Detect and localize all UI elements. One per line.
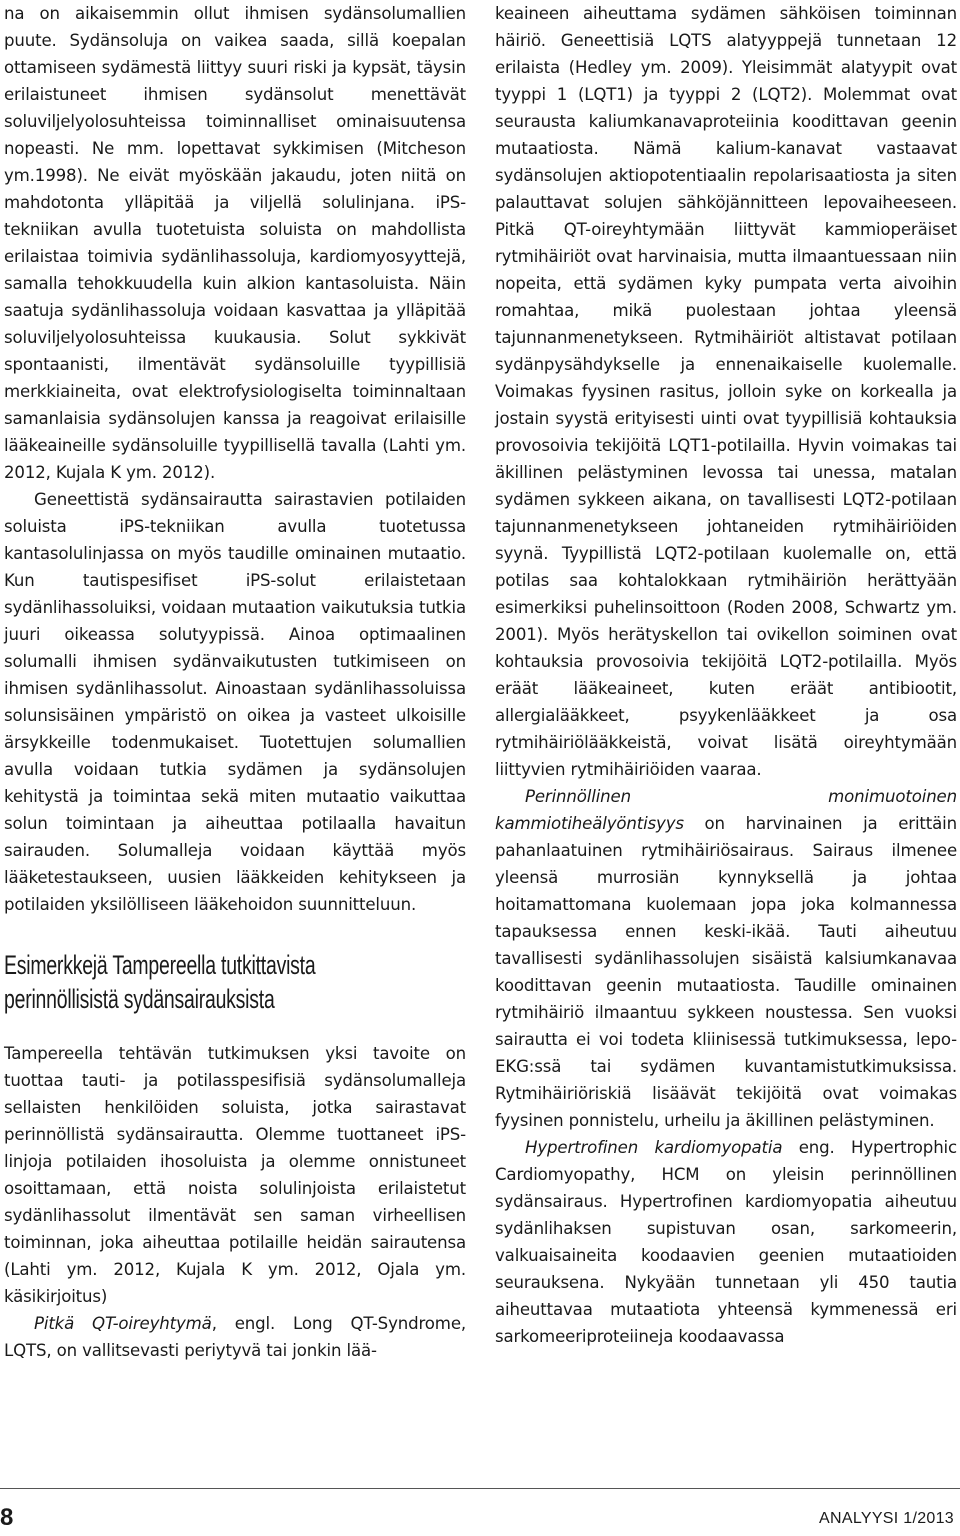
paragraph: Geneettistä sydänsairautta sairastavien potilaiden soluista iPS-tekniikan avulla tuotetussa kantasolulinjassa on myös taudille ominainen mutaatio. Kun tautispesifiset iPS-solut erilaistetaan sydänlihassoluiksi, voidaan mutaation vaikutuksia tutkia juuri oikeassa solutyypissä. Ainoa optimaalinen solumalli ihmisen sydänvaikutusten tutkimiseen on ihmisen sydänlihassolut. Ainoastaan sydänlihassoluissa solunsisäinen ympäristö on oikea ja vasteet ulkoisille ärsykkeille todenmukaiset. Tuotettujen solumallien avulla voidaan tutkia sydämen ja sydänsolujen kehitystä ja toimintaa sekä miten mutaatio vaikuttaa solun toimintaan ja aiheuttaa potilaalla havaitun sairauden. Solumalleja voidaan käyttää myös lääketestaukseen, uusien lääkkeiden kehitykseen ja potilaiden yksilölliseen lääkehoidon suunnitteluun. xyxy=(4,490,466,914)
footer-divider xyxy=(0,1488,960,1489)
term-italic: Pitkä QT-oireyhtymä xyxy=(34,1314,212,1333)
paragraph: keaineen aiheuttama sydämen sähköisen toiminnan häiriö. Geneettisiä LQTS alatyyppejä tunnetaan 12 erilaista (Hedley ym. 2009). Yleisimmät alatyypit ovat tyyppi 1 (LQT1) ja tyyppi 2 (LQT2). Molemmat ovat seurausta kaliumkanavaproteiinia koodittavan geenin mutaatiosta. Nämä kalium-kanavat vastaavat sydänsolujen aktiopotentiaalin repolarisaatiosta ja siten palauttavat solujen sähköjännitteen lepovaiheeseen. Pitkä QT-oireyhtymään liittyvät kammioperäiset rytmihäiriöt ovat harvinaisia, mutta ilmaantuessaan niin nopeita, että sydämen kyky pumpata verta aivoihin romahtaa, mikä puolestaan johtaa yleensä tajunnanmenetykseen. Rytmihäiriöt altistavat potilaan sydänpysähdykselle ja ennenaikaiselle kuolemalle. Voimakas fyysinen rasitus, jolloin syke on korkealla ja jostain syystä erityisesti uinti ovat tyypillisiä kohtauksia provosoivia tekijöitä LQT1-potilailla. Hyvin voimakas tai äkillinen pelästyminen levossa tai unessa, matalan sydämen sykkeen aikana, on tavallisesti LQT2-potilaan tajunnanmenetykseen johtaneiden rytmihäiriöiden syynä. Tyypillistä LQT2-potilaan kuolemalle on, että potilas saa kohtalokkaan rytmihäiriön herättyään esimerkiksi puhelinsoittoon (Roden 2008, Schwartz ym. 2001). Myös herätyskellon tai ovikellon soiminen ovat kohtauksia provosoivia tekijöitä LQT2-potilailla. Myös eräät lääkeaineet, kuten eräät antibiootit, allergialääkkeet, psyykenlääkkeet ja osa rytmihäiriölääkkeistä, voivat lisätä oireyhtymään liittyvien rytmihäiriöiden vaaraa. xyxy=(495,4,957,779)
left-column xyxy=(4,0,466,1364)
section-heading-line: Esimerkkejä Tampereella tutkittavista xyxy=(4,950,316,980)
right-column xyxy=(495,0,957,1350)
term-italic: Perinnöllinen monimuotoinen kammiotiheälyöntisyys xyxy=(495,787,957,833)
paragraph xyxy=(495,783,957,1134)
paragraph-text: , engl. Long QT-Syndrome, LQTS, on vallitsevasti periytyvä tai jonkin lää- xyxy=(4,1314,466,1360)
publication-issue: ANALYYSI 1/2013 xyxy=(819,1510,954,1527)
paragraph: na on aikaisemmin ollut ihmisen sydänsolumallien puute. Sydänsoluja on vaikea saada, sillä koepalan ottamiseen sydämestä liittyy suuri riski ja kypsät, täysin erilaistuneet ihmisen sydänsolut menettävät soluviljelyolosuhteissa toiminnalliset ominaisuutensa nopeasti. Ne mm. lopettavat sykkimisen (Mitcheson ym.1998). Ne eivät myöskään jakaudu, joten niitä on mahdotonta ylläpitää ja viljellä solulinjana. iPS- tekniikan avulla tuotetuista soluista on mahdollista erilaistaa toimivia sydänlihassoluja, kardiomyosyyttejä, samalla tehokkuudella kuin alkion kantasoluista. Näin saatuja sydänlihassoluja voidaan kasvattaa ja ylläpitää soluviljelyolosuhteissa kuukausia. Solut sykkivät spontaanisti, ilmentävät sydänsoluille tyypillisiä merkkiaineita, ovat elektrofysiologiselta toiminnaltaan samanlaisia sydänsolujen kanssa ja reagoivat erilaisille lääkeaineille sydänsoluille tyypillisellä tavalla (Lahti ym. 2012, Kujala K ym. 2012). xyxy=(4,4,466,482)
paragraph-text: eng. Hypertrophic Cardiomyopathy, HCM on yleisin perinnöllinen sydänsairaus. Hypertrofinen kardiomyopatia aiheutuu sydänlihaksen supistuvan osan, sarkomeerin, valkuaisaineita koodaavien geenien mutaatioiden seurauksena. Nykyään tunnetaan yli 450 tautia aiheuttavaa mutaatiota yhteensä kymmenessä eri sarkomeeriproteiineja koodaavassa xyxy=(495,1138,957,1346)
section-heading xyxy=(4,948,465,1016)
term-italic: Hypertrofinen kardiomyopatia xyxy=(525,1138,783,1157)
page-number: 8 xyxy=(0,1504,14,1531)
paragraph xyxy=(495,1134,957,1350)
paragraph: Tampereella tehtävän tutkimuksen yksi tavoite on tuottaa tauti- ja potilasspesifisiä sydänsolumalleja sellaisten henkilöiden soluista, jotka sairastavat perinnöllistä sydänsairautta. Olemme tuottaneet iPS- linjoja potilaiden ihosoluista ja olemme onnistuneet osoittamaan, että noista solulinjoista erilaistetut sydänlihassolut ilmentävät sen saman virheellisen toiminnan, joka aiheuttaa potilaille heidän sairautensa (Lahti ym. 2012, Kujala K ym. 2012, Ojala ym. käsikirjoitus) xyxy=(4,1044,466,1306)
paragraph-text: on harvinainen ja erittäin pahanlaatuinen rytmihäiriösairaus. Sairaus ilmenee yleensä murrosiän kynnyksellä ja johtaa hoitamattomana kuolemaan jopa joka kolmannessa tapauksessa ennen keski-ikää. Tauti aiheutuu tavallisesti sydänlihassolujen sisäistä kalsiumkanavaa koodittavan geenin mutaatiosta. Taudille ominainen rytmihäiriö ilmaantuu sykkeen noustessa. Sen vuoksi sairautta ei voi todeta kliinisessä tutkimuksessa, lepo-EKG:ssä tai sydämen kuvantamistutkimuksissa. Rytmihäiriöriskiä lisäävät tekijöitä ovat voimakas fyysinen ponnistelu, urheilu ja äkillinen pelästyminen. xyxy=(495,814,957,1130)
paragraph xyxy=(4,1310,466,1364)
section-heading-line: perinnöllisistä sydänsairauksista xyxy=(4,984,275,1014)
